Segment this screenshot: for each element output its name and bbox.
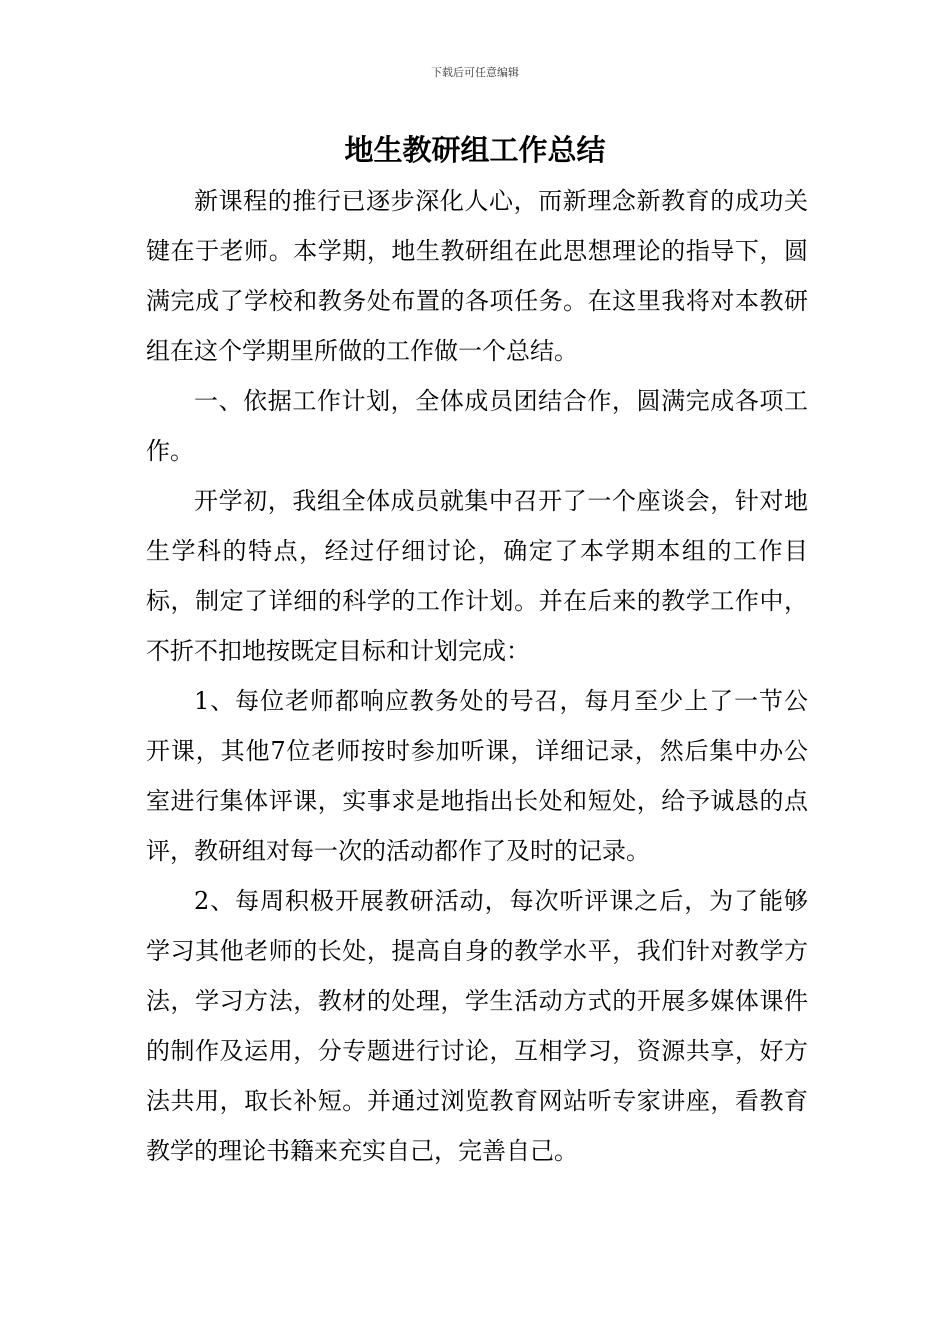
paragraph-item-1: 1、每位老师都响应教务处的号召，每月至少上了一节公开课，其他7位老师按时参加听课，详细记录，然后集中办公室进行集体评课，实事求是地指出长处和短处，给予诚恳的点评，教研组对每一次的活动都作了及时的记录。 [146,687,808,865]
paragraph-section-heading-1: 一、依据工作计划，全体成员团结合作，圆满完成各项工作。 [146,387,808,465]
document-body [146,176,808,1176]
document-title: 地生教研组工作总结 [344,133,606,167]
header-note: 下载后可任意编辑 [431,66,519,79]
paragraph-planning: 开学初，我组全体成员就集中召开了一个座谈会，针对地生学科的特点，经过仔细讨论，确定了本学期本组的工作目标，制定了详细的科学的工作计划。并在后来的教学工作中，不折不扣地按既定目标和计划完成： [146,487,808,665]
paragraph-intro: 新课程的推行已逐步深化人心，而新理念新教育的成功关键在于老师。本学期，地生教研组在此思想理论的指导下，圆满完成了学校和教务处布置的各项任务。在这里我将对本教研组在这个学期里所做的工作做一个总结。 [146,187,808,365]
paragraph-item-2: 2、每周积极开展教研活动，每次听评课之后，为了能够学习其他老师的长处，提高自身的教学水平，我们针对教学方法，学习方法，教材的处理，学生活动方式的开展多媒体课件的制作及运用，分专题进行讨论，互相学习，资源共享，好方法共用，取长补短。并通过浏览教育网站听专家讲座，看教育教学的理论书籍来充实自己，完善自己。 [146,887,808,1165]
